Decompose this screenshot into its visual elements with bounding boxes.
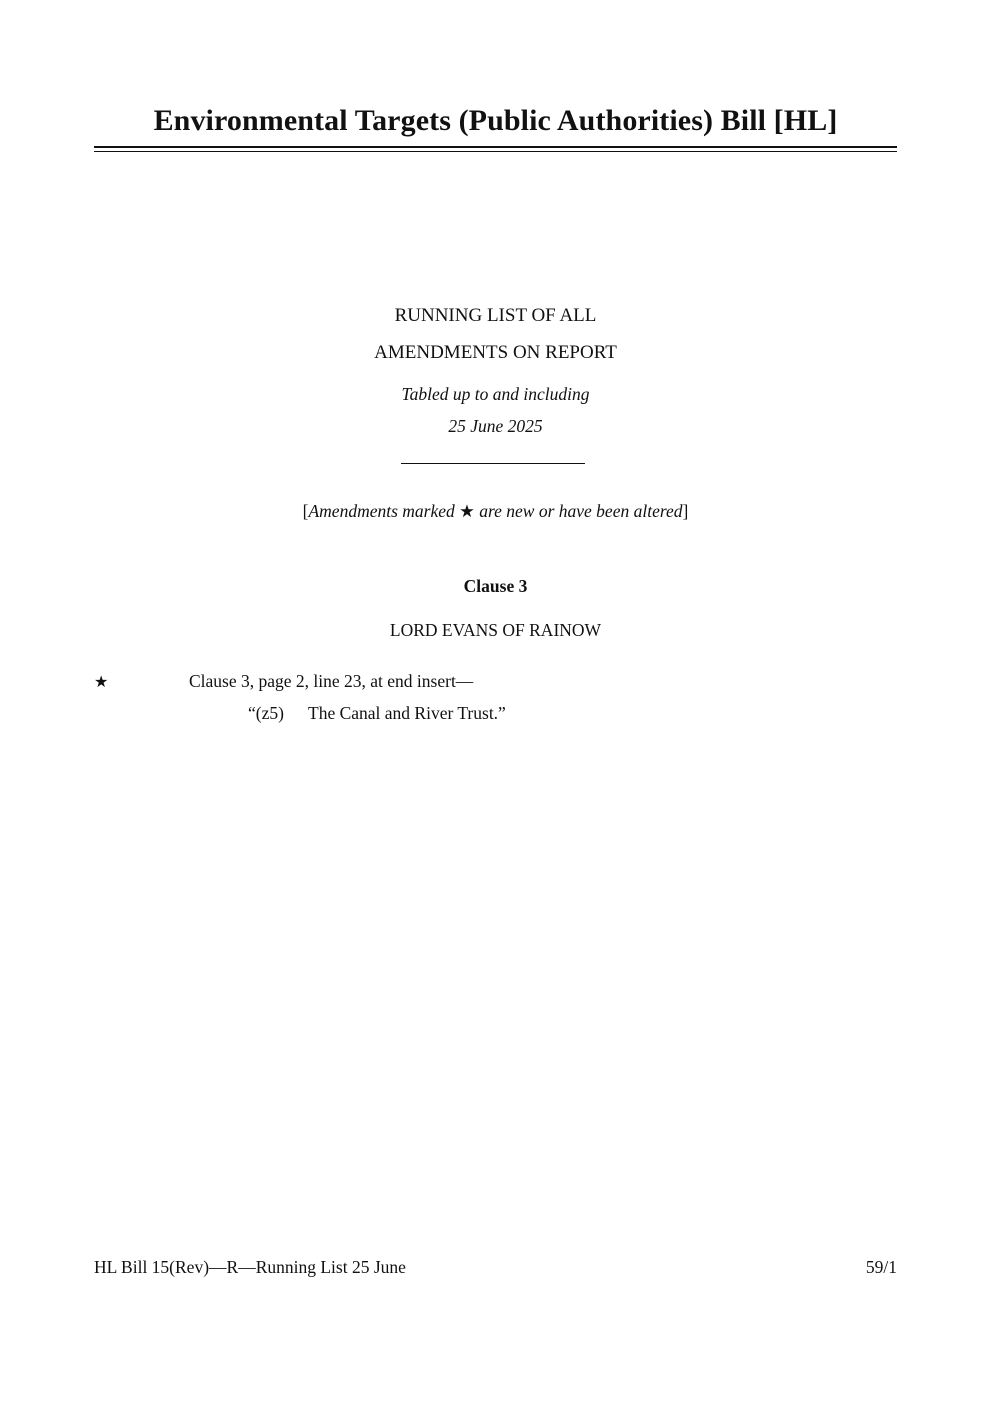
star-icon: ★ [459,501,475,521]
footer-page-number: 59/1 [865,1257,897,1277]
title-rule-thin [94,151,897,152]
inserted-paragraph-text: The Canal and River Trust.” [308,703,506,723]
bill-title: Environmental Targets (Public Authorities) Bill [HL] [153,104,838,137]
amendment-text: Clause 3, page 2, line 23, at end insert— [189,671,474,691]
member-name: LORD EVANS OF RAINOW [389,620,602,640]
notice-close-bracket: ] [682,501,689,521]
inserted-paragraph-number: “(z5) [248,703,284,723]
notice-text-after: are new or have been altered [474,501,683,521]
footer-bill-reference: HL Bill 15(Rev)—R—Running List 25 June [94,1257,406,1277]
inserted-paragraph [248,703,506,724]
list-heading-line-2: AMENDMENTS ON REPORT [374,342,617,363]
list-heading-line-1: RUNNING LIST OF ALL [394,305,597,326]
altered-amendments-notice [0,501,991,522]
clause-heading: Clause 3 [463,576,528,596]
notice-open-bracket: [ [302,501,309,521]
new-amendment-star-icon: ★ [94,672,109,691]
notice-text-before: Amendments marked [308,501,460,521]
tabled-line: Tabled up to and including [401,384,590,404]
title-rule-thick [94,146,897,148]
section-divider [401,463,585,464]
tabled-date: 25 June 2025 [448,416,543,436]
